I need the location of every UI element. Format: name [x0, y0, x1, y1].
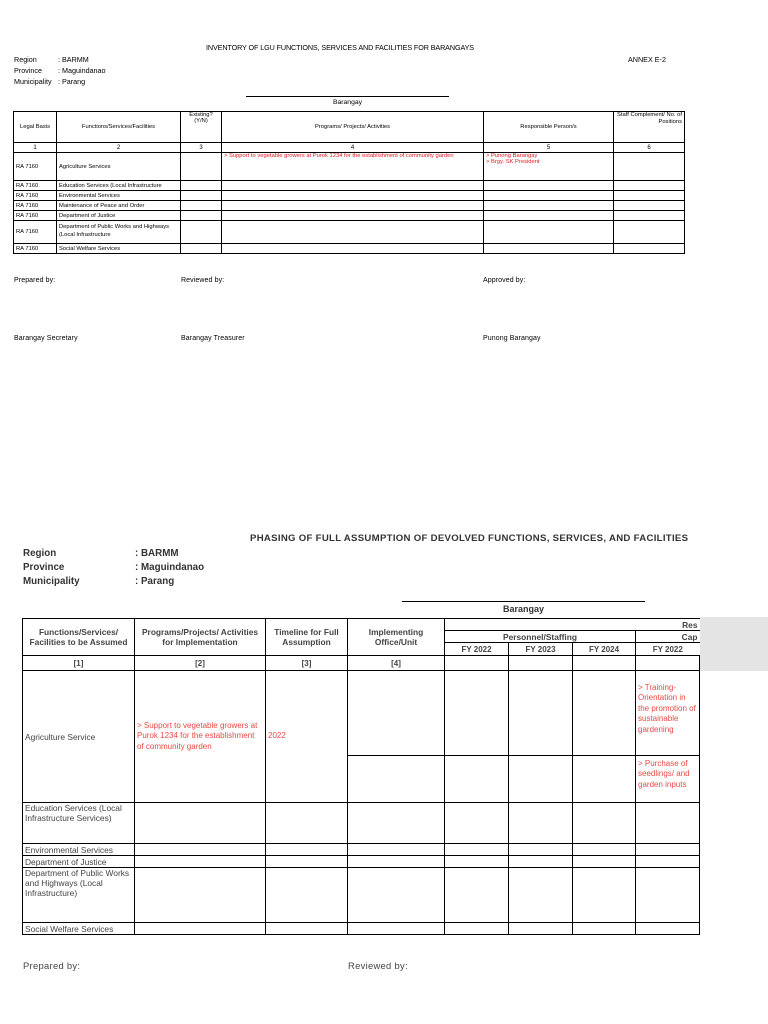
table-row: Social Welfare Services: [23, 923, 700, 935]
table-header-row: [23, 619, 700, 631]
header-fy: FY 2024: [573, 643, 636, 656]
header-personnel: Personnel/Staffing: [445, 631, 636, 643]
reviewed-by-label: Reviewed by:: [348, 960, 408, 971]
table-row: Agriculture Service > Support to vegetable growers at Purok 1234 for the establishment of community garden 2022 > Training- Orientation in the promotion of sustainable gardening: [23, 671, 700, 756]
program-entry: > Support to vegetable growers at Purok 1234 for the establishment of community garden: [135, 671, 266, 803]
header-capacity: Cap: [636, 631, 700, 643]
header-programs: Programs/Projects/ Activities for Implementation: [135, 619, 266, 656]
signatory-punong: Punong Barangay: [483, 335, 541, 342]
annex-label: ANNEX E-2: [628, 55, 666, 64]
header-responsible: Responsible Person/s: [484, 112, 614, 143]
timeline-entry: 2022: [266, 671, 348, 803]
header-fy: FY 2023: [509, 643, 573, 656]
table-row: Department of Public Works and Highways (Local Infrastructure): [23, 868, 700, 923]
table-row: Education Services (Local Infrastructure Services): [23, 803, 700, 844]
prepared-by-label: Prepared by:: [14, 277, 56, 284]
meta-municipality: Municipality : Parang: [14, 77, 86, 86]
capacity-entry: > Purchase of seedlings/ and garden inputs: [636, 756, 700, 803]
signatory-secretary: Barangay Secretary: [14, 335, 78, 342]
meta-region: Region : BARMM: [14, 55, 89, 64]
inventory-title: INVENTORY OF LGU FUNCTIONS, SERVICES AND FACILITIES FOR BARANGAYS: [205, 43, 474, 52]
meta-region: Region : BARMM: [23, 548, 179, 559]
header-functions: Functions/Services/Facilities: [57, 112, 181, 143]
meta-municipality: Municipality : Parang: [23, 576, 175, 587]
table-header-row: [14, 112, 685, 143]
header-legal-basis: Legal Basis: [14, 112, 57, 143]
column-number-row: 1 2 3 4 5 6: [14, 143, 685, 153]
meta-province: Province : Maguindanao: [14, 66, 106, 75]
table-row: RA 7160 Maintenance of Peace and Order: [14, 201, 685, 211]
header-office: Implementing Office/Unit: [348, 619, 445, 656]
table-row: RA 7160 Agriculture Services > Support to vegetable growers at Purok 1234 for the establishment of community garden > Punong Barangay > Brgy. SK President: [14, 153, 685, 181]
grey-cell-fill: [700, 617, 768, 671]
header-existing: Existing? (Y/N): [181, 112, 222, 143]
barangay-label: Barangay: [502, 604, 545, 614]
reviewed-by-label: Reviewed by:: [181, 277, 225, 284]
header-resources: Res: [445, 619, 700, 631]
table-row: RA 7160 Social Welfare Services: [14, 244, 685, 254]
column-number-row: [1] [2] [3] [4]: [23, 656, 700, 671]
table-row: Environmental Services: [23, 844, 700, 856]
inventory-sheet: [0, 0, 768, 500]
header-fy: FY 2022: [636, 643, 700, 656]
meta-province: Province : Maguindanao: [23, 562, 205, 573]
phasing-sheet: [0, 520, 768, 1024]
phasing-table: [22, 618, 700, 935]
capacity-entry: > Training- Orientation in the promotion of sustainable gardening: [636, 671, 700, 756]
barangay-underline: [402, 601, 645, 602]
phasing-title: PHASING OF FULL ASSUMPTION OF DEVOLVED FUNCTIONS, SERVICES, AND FACILITIES: [250, 533, 689, 544]
header-functions: Functions/Services/ Facilities to be Assumed: [23, 619, 135, 656]
table-row: RA 7160 Department of Justice: [14, 211, 685, 221]
barangay-label: Barangay: [332, 99, 363, 106]
approved-by-label: Approved by:: [483, 277, 526, 284]
header-programs: Programs/ Projects/ Activities: [222, 112, 484, 143]
header-timeline: Timeline for Full Assumption: [266, 619, 348, 656]
table-row: Department of Justice: [23, 856, 700, 868]
header-fy: FY 2022: [445, 643, 509, 656]
barangay-underline: [246, 96, 449, 97]
header-staff-complement: Staff Complement/ No. of Positions: [614, 112, 685, 143]
table-row: RA 7160 Education Services (Local Infrastructure: [14, 181, 685, 191]
table-row: RA 7160 Department of Public Works and Highways (Local Infrastructure: [14, 221, 685, 244]
signatory-treasurer: Barangay Treasurer: [181, 335, 245, 342]
responsible-entry: > Punong Barangay > Brgy. SK President: [484, 153, 614, 181]
inventory-table: [13, 111, 685, 254]
program-entry: > Support to vegetable growers at Purok 1234 for the establishment of community garden: [222, 153, 484, 181]
table-row: RA 7160 Environmental Services: [14, 191, 685, 201]
prepared-by-label: Prepared by:: [23, 960, 81, 971]
